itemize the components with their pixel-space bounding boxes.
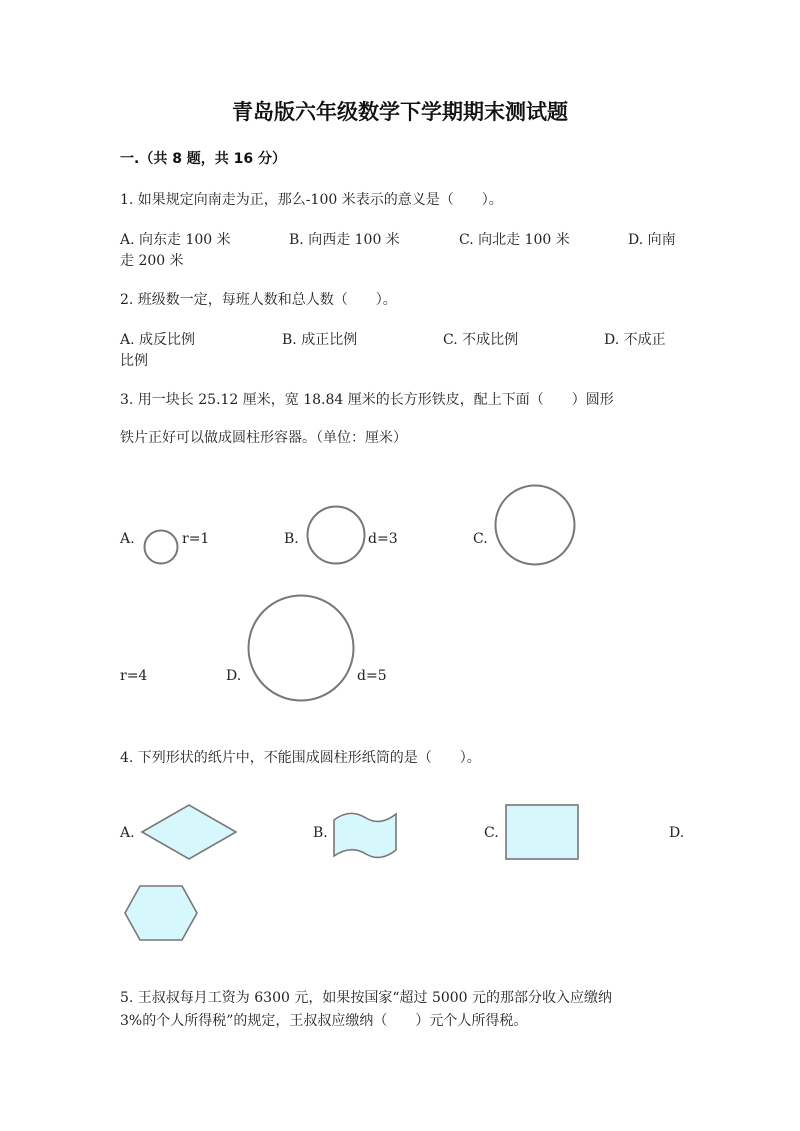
rhombus-shape <box>140 803 238 861</box>
question-2-option-a: A. 成反比例 <box>120 332 196 348</box>
circle-c-shape <box>496 486 575 565</box>
circle-a-shape <box>145 531 178 564</box>
question-2-option-b: B. 成正比例 <box>282 332 358 348</box>
circle-option-a <box>143 529 179 565</box>
question-3-option-b-label: B. <box>284 531 299 547</box>
page-title: 青岛版六年级数学下学期期末测试题 <box>232 100 568 124</box>
hexagon-shape <box>123 884 199 942</box>
rhombus-polygon <box>142 805 236 859</box>
circle-d-shape <box>249 596 354 701</box>
question-1-option-b: B. 向西走 100 米 <box>289 232 400 248</box>
question-4-stem: 4. 下列形状的纸片中，不能围成圆柱形纸筒的是（ ）。 <box>120 750 481 766</box>
circle-b-shape <box>308 507 365 564</box>
question-4-option-b-label: B. <box>313 825 328 841</box>
question-3-option-a-value: r=1 <box>182 531 210 547</box>
question-1-option-a: A. 向东走 100 米 <box>120 232 231 248</box>
rectangle-rect <box>506 805 578 859</box>
question-3-option-b-value: d=3 <box>368 531 398 547</box>
question-3-option-c-value: r=4 <box>120 668 148 684</box>
question-3-option-a-label: A. <box>120 531 135 547</box>
circle-option-c <box>494 484 576 566</box>
question-1-option-d: D. 向南 <box>628 232 676 248</box>
question-3-stem-line-1: 3. 用一块长 25.12 厘米，宽 18.84 厘米的长方形铁皮，配上下面（ ）圆形 <box>120 392 614 408</box>
question-1-option-d-wrap: 走 200 米 <box>120 253 184 269</box>
question-3-stem-line-2: 铁片正好可以做成圆柱形容器。（单位：厘米） <box>120 430 407 446</box>
wavy-paper-shape <box>332 810 398 862</box>
wavy-paper-path <box>334 813 396 857</box>
circle-option-d <box>247 594 355 702</box>
question-3-option-c-label: C. <box>473 531 488 547</box>
question-2-stem: 2. 班级数一定，每班人数和总人数（ ）。 <box>120 292 397 308</box>
question-4-option-a-label: A. <box>120 825 135 841</box>
hexagon-polygon <box>125 886 197 940</box>
question-5-line-1: 5. 王叔叔每月工资为 6300 元，如果按国家“超过 5000 元的那部分收入应缴纳 <box>120 990 613 1006</box>
question-4-option-d-label: D. <box>669 825 685 841</box>
question-4-option-c-label: C. <box>484 825 499 841</box>
question-3-option-d-value: d=5 <box>357 668 387 684</box>
question-5-line-2: 3%的个人所得税”的规定，王叔叔应缴纳（ ）元个人所得税。 <box>120 1013 528 1029</box>
question-1-option-c: C. 向北走 100 米 <box>459 232 570 248</box>
circle-option-b <box>306 505 366 565</box>
question-2-option-d: D. 不成正 <box>604 332 666 348</box>
rectangle-shape <box>505 804 579 860</box>
question-1-stem: 1. 如果规定向南走为正，那么-100 米表示的意义是（ ）。 <box>120 192 503 208</box>
question-2-option-d-wrap: 比例 <box>120 353 148 369</box>
question-3-option-d-label: D. <box>226 668 242 684</box>
question-2-option-c: C. 不成比例 <box>443 332 519 348</box>
section-header: 一.（共 8 题，共 16 分） <box>120 151 287 167</box>
